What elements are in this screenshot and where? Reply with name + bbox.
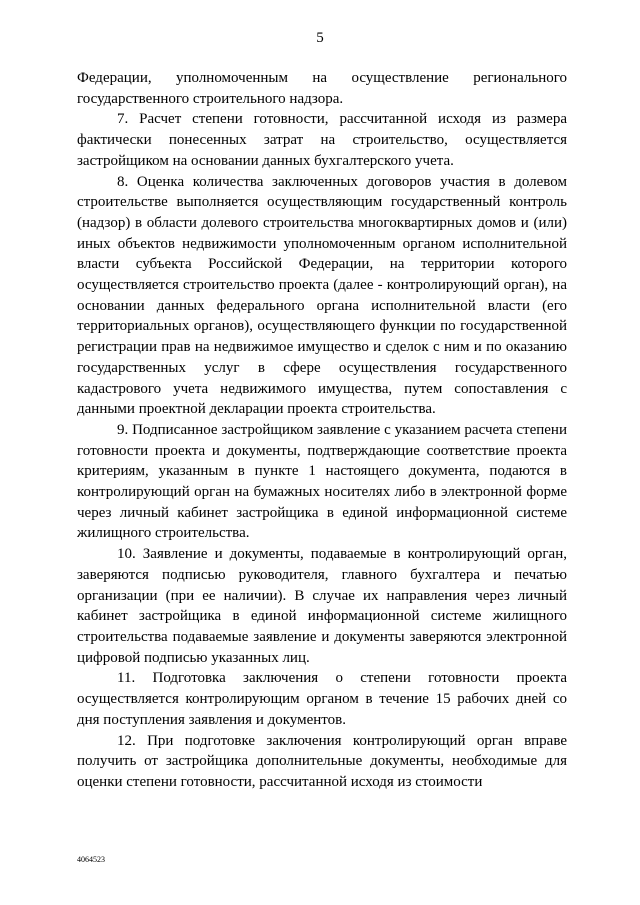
paragraph-9: 9. Подписанное застройщиком заявление с указанием расчета степени готовности проекта и документы, подтверждающие соответствие проекта критериям, указанным в пункте 1 настоящего документа, подаются в контролирующий орган на бумажных носителях либо в электронной форме через личный кабинет застройщика в единой информационной системе жилищного строительства. xyxy=(77,421,567,542)
paragraph-continuation: Федерации, уполномоченным на осуществление регионального государственного строительного надзора. xyxy=(77,70,567,107)
paragraph-11: 11. Подготовка заключения о степени готовности проекта осуществляется контролирующим органом в течение 15 рабочих дней со дня поступления заявления и документов. xyxy=(77,670,567,728)
paragraph-10: 10. Заявление и документы, подаваемые в контролирующий орган, заверяются подписью руководителя, главного бухгалтера и печатью организации (при ее наличии). В случае их направления через личный кабинет застройщика в единой информационной системе жилищного строительства подаваемые заявление и документы заверяются электронной цифровой подписью указанных лиц. xyxy=(77,546,567,666)
paragraph-12: 12. При подготовке заключения контролирующий орган вправе получить от застройщика дополнительные документы, необходимые для оценки степени готовности, рассчитанной исходя из стоимости xyxy=(77,732,567,790)
page-number: 5 xyxy=(316,30,324,46)
document-code: 4064523 xyxy=(77,855,105,864)
paragraph-7: 7. Расчет степени готовности, рассчитанной исходя из размера фактически понесенных затрат на строительство, осуществляется застройщиком на основании данных бухгалтерского учета. xyxy=(77,111,567,169)
paragraph-8: 8. Оценка количества заключенных договоров участия в долевом строительстве выполняется осуществляющим государственный контроль (надзор) в области долевого строительства многоквартирных домов и (или) иных объектов недвижимости уполномоченным органом исполнительной власти субъекта Российской Федерации, на территории которого осуществляется строительство проекта (далее - контролирующий орган), на основании данных федерального органа исполнительной власти (его территориальных органов), осуществляющего функции по государственной регистрации прав на недвижимое имущество и сделок с ним и по оказанию государственных услуг в сфере осуществления государственного кадастрового учета недвижимого имущества, путем сопоставления с данными проектной декларации проекта строительства. xyxy=(77,173,567,418)
document-body xyxy=(77,68,567,793)
